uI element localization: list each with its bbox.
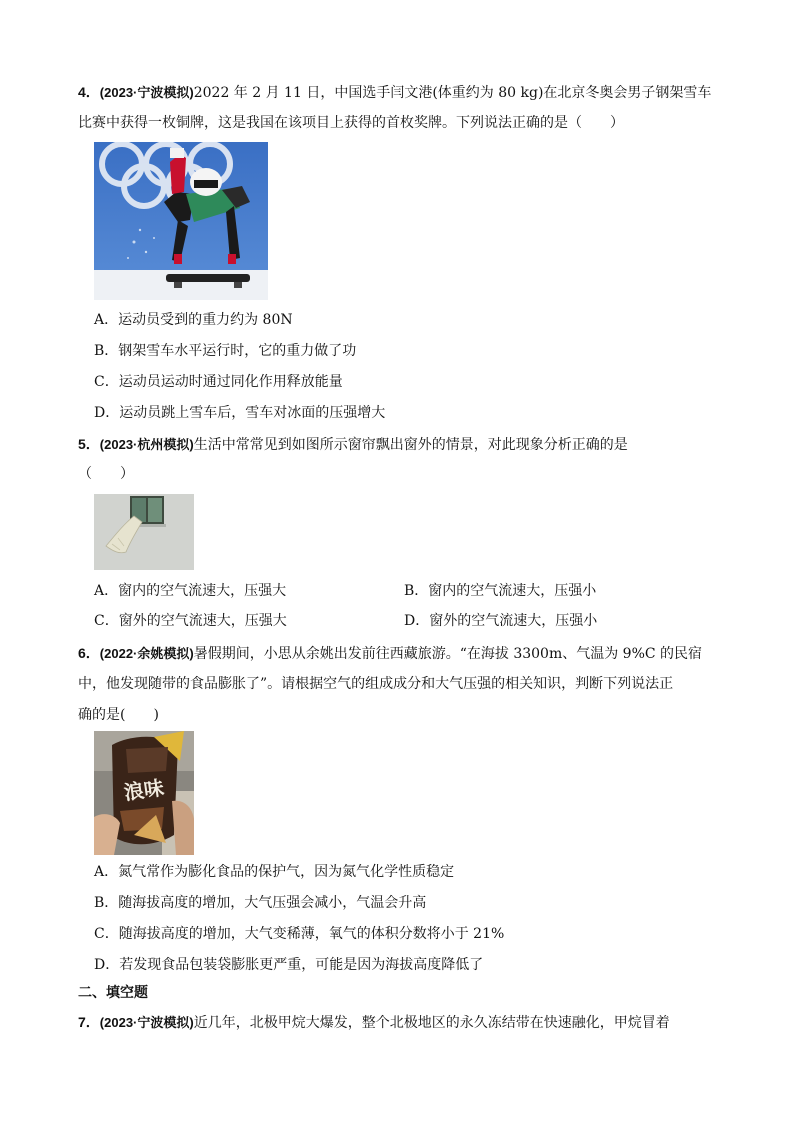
q6-line-2: 中，他发现随带的食品膨胀了”。请根据空气的组成成分和大气压强的相关知识，判断下列说法正 — [78, 676, 674, 692]
q6-line-1 — [78, 643, 702, 664]
q7-number: 7． — [78, 1014, 100, 1030]
q7-source: (2023·宁波模拟) — [99, 1015, 194, 1030]
skeleton-athlete-illustration — [94, 142, 268, 300]
q5-stem-1: 生活中常常见到如图所示窗帘飘出窗外的情景，对此现象分析正确的是 — [193, 437, 628, 453]
q6-option-d: D．若发现食品包装袋膨胀更严重，可能是因为海拔高度降低了 — [94, 957, 484, 973]
snack-bag-illustration — [94, 731, 194, 855]
q6-number: 6． — [78, 645, 100, 661]
q6-option-c: C．随海拔高度的增加，大气变稀薄，氧气的体积分数将小于 21% — [94, 926, 505, 942]
q4-option-d: D．运动员跳上雪车后，雪车对冰面的压强增大 — [94, 405, 386, 421]
q4-line-2: 比赛中获得一枚铜牌，这是我国在该项目上获得的首枚奖牌。下列说法正确的是（ ） — [78, 115, 624, 131]
q5-line-2: （ ） — [78, 466, 134, 482]
q7-line-1 — [78, 1012, 670, 1033]
snack-bag-image — [94, 731, 194, 855]
q5-number: 5． — [78, 436, 100, 452]
q6-stem-1: 暑假期间，小思从余姚出发前往西藏旅游。“在海拔 3300m、气温为 9%C 的民宿 — [193, 646, 703, 662]
q5-option-c: C．窗外的空气流速大，压强大 — [94, 613, 287, 629]
q6-option-a: A．氮气常作为膨化食品的保护气，因为氮气化学性质稳定 — [94, 864, 455, 880]
curtain-window-image — [94, 494, 194, 570]
q4-line-1 — [78, 82, 711, 103]
q4-option-b: B．钢架雪车水平运行时，它的重力做了功 — [94, 343, 357, 359]
q5-line-1 — [78, 434, 628, 455]
section-heading-fill-in: 二、填空题 — [78, 984, 148, 1000]
q7-stem-1: 近几年，北极甲烷大爆发，整个北极地区的永久冻结带在快速融化，甲烷冒着 — [193, 1015, 670, 1031]
q4-option-c: C．运动员运动时通过同化作用释放能量 — [94, 374, 343, 390]
q6-source: (2022·余姚模拟) — [99, 646, 194, 661]
skeleton-athlete-image — [94, 142, 268, 300]
q4-source: (2023·宁波模拟) — [99, 85, 194, 100]
q4-number: 4． — [78, 84, 100, 100]
q5-option-a: A．窗内的空气流速大，压强大 — [94, 583, 287, 599]
q5-source: (2023·杭州模拟) — [99, 437, 194, 452]
q4-stem-1: 2022 年 2 月 11 日，中国选手闫文港(体重约为 80 kg)在北京冬奥会男子钢架雪车 — [193, 85, 712, 101]
package-brand-text: 浪味 — [122, 775, 166, 805]
q5-option-d: D．窗外的空气流速大，压强小 — [404, 613, 598, 629]
q6-option-b: B．随海拔高度的增加，大气压强会减小，气温会升高 — [94, 895, 427, 911]
q6-line-3: 确的是( ) — [78, 707, 159, 723]
q5-option-b: B．窗内的空气流速大，压强小 — [404, 583, 597, 599]
curtain-window-illustration — [94, 494, 194, 570]
q4-option-a: A．运动员受到的重力约为 80N — [94, 312, 293, 328]
